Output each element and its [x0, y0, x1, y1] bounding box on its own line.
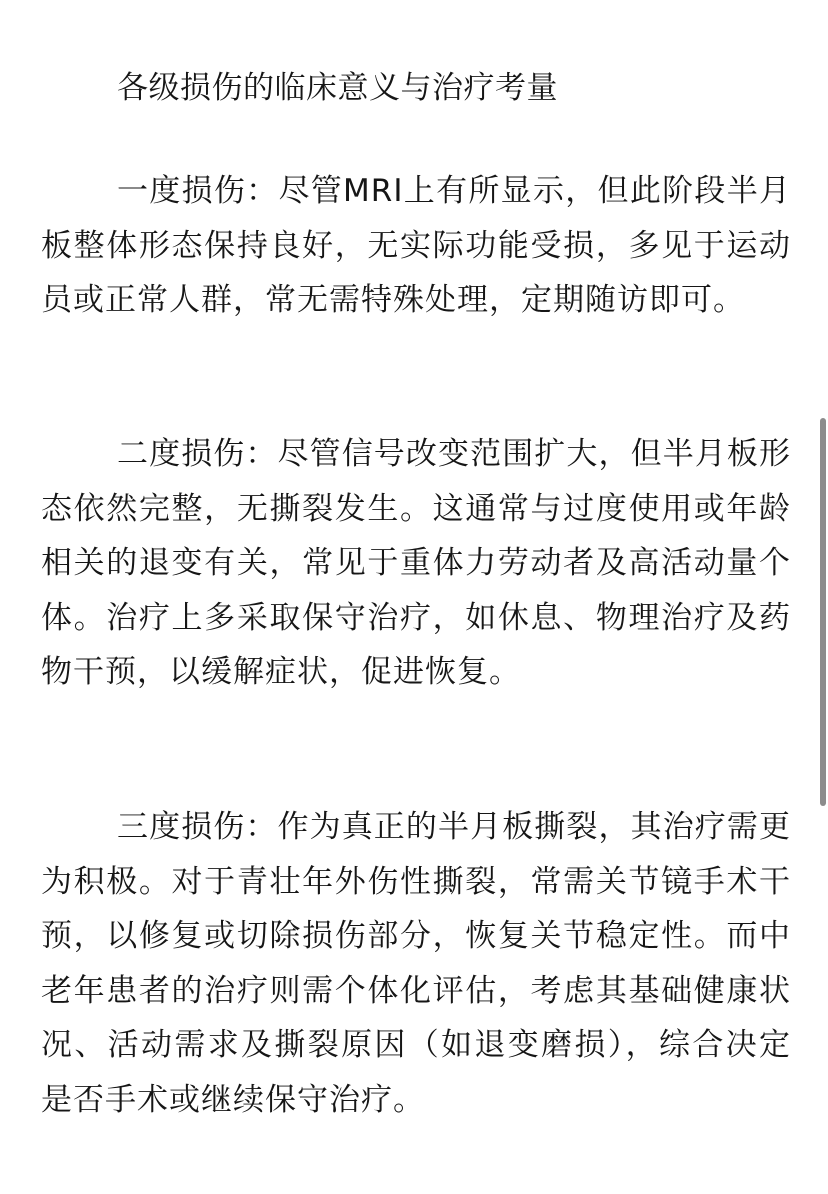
paragraph-grade-2: 二度损伤：尽管信号改变范围扩大，但半月板形态依然完整，无撕裂发生。这通常与过度使用或年龄相关的退变有关，常见于重体力劳动者及高活动量个体。治疗上多采取保守治疗，如休息、物理治疗及药物干预，以缓解症状，促进恢复。 [41, 436, 791, 690]
vertical-scrollbar[interactable] [820, 418, 826, 806]
paragraph-grade-1: 一度损伤：尽管MRI上有所显示，但此阶段半月板整体形态保持良好，无实际功能受损，多见于运动员或正常人群，常无需特殊处理，定期随访即可。 [41, 173, 791, 318]
article-title: 各级损伤的临床意义与治疗考量 [117, 70, 558, 106]
paragraph-grade-3: 三度损伤：作为真正的半月板撕裂，其治疗需更为积极。对于青壮年外伤性撕裂，常需关节镜手术干预，以修复或切除损伤部分，恢复关节稳定性。而中老年患者的治疗则需个体化评估，考虑其基础健康状况、活动需求及撕裂原因（如退变磨损），综合决定是否手术或继续保守治疗。 [41, 809, 791, 1118]
